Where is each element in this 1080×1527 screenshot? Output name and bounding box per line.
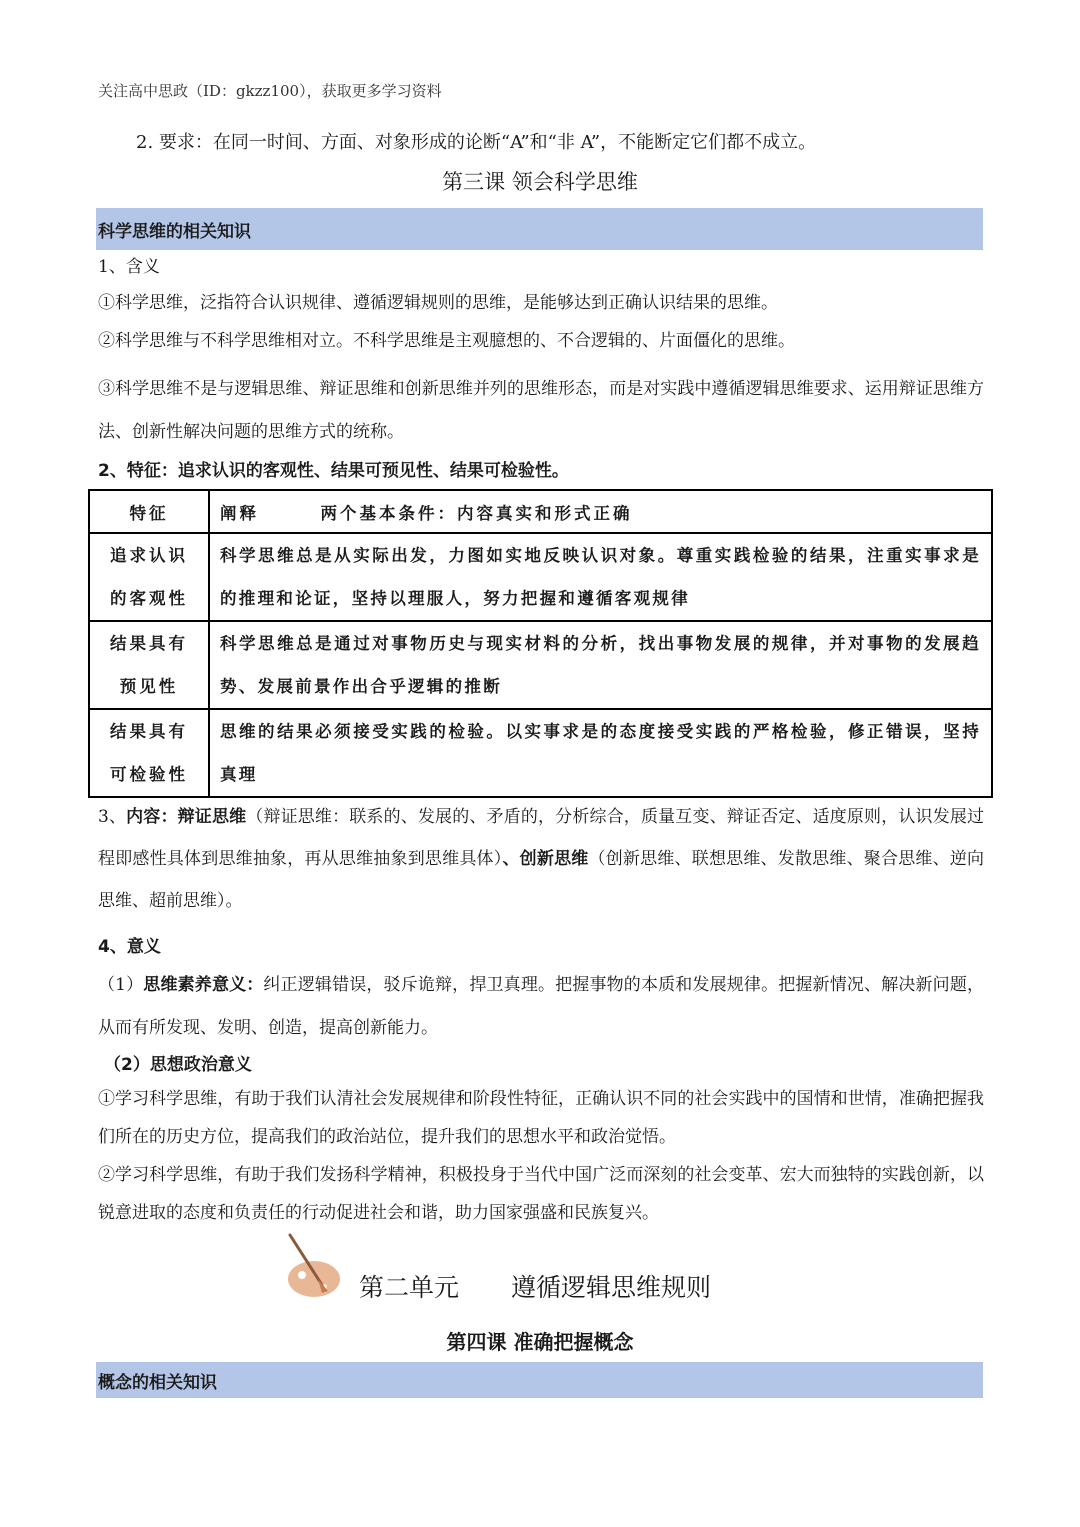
meaning-item-2: ②科学思维与不科学思维相对立。不科学思维是主观臆想的、不合逻辑的、片面僵化的思维。 [98, 331, 795, 351]
features-heading: 2、特征：追求认识的客观性、结果可预见性、结果可检验性。 [98, 461, 569, 481]
feature-name-line2: 的客观性 [110, 589, 188, 608]
header-note: 关注高中思政（ID：gkzz100），获取更多学习资料 [98, 82, 442, 100]
significance-2-item-1: ①学习科学思维，有助于我们认清社会发展规律和阶段性特征，正确认识不同的社会实践中的国情和世情，准确把握我们所在的历史方位，提高我们的政治站位，提升我们的思想水平和政治觉悟。 [98, 1089, 984, 1147]
header-cell-feature: 特征 [89, 490, 209, 533]
significance-2-item-2: ②学习科学思维，有助于我们发扬科学精神，积极投身于当代中国广泛而深刻的社会变革、宏大而独特的实践创新，以锐意进取的态度和负责任的行动促进社会和谐，助力国家强盛和民族复兴。 [98, 1165, 984, 1223]
significance-1 [98, 964, 984, 1050]
table-header-row [89, 490, 992, 533]
feature-desc-cell: 科学思维总是从实际出发，力图如实地反映认识对象。尊重实践检验的结果，注重实事求是的推理和论证，坚持以理服人，努力把握和遵循客观规律 [209, 533, 992, 621]
unit-title [359, 1268, 711, 1304]
feature-desc-cell: 思维的结果必须接受实践的检验。以实事求是的态度接受实践的严格检验，修正错误，坚持真理 [209, 709, 992, 797]
header-conditions: 两个基本条件：内容真实和形式正确 [320, 503, 633, 523]
feature-name-line1: 结果具有 [110, 722, 188, 741]
feature-name-cell [89, 533, 209, 621]
innovative-thinking-term: 创新思维 [519, 849, 589, 869]
sig1-prefix: （1） [98, 975, 144, 995]
feature-name-cell [89, 709, 209, 797]
header-cell-explanation [209, 490, 992, 533]
feature-name-cell [89, 621, 209, 709]
table-row [89, 621, 992, 709]
palette-icon [284, 1233, 344, 1303]
meaning-item-1: ①科学思维，泛指符合认识规律、遵循逻辑规则的思维，是能够达到正确认识结果的思维。 [98, 293, 778, 313]
content-prefix: 3、 [98, 807, 127, 827]
significance-heading: 4、意义 [98, 937, 161, 957]
content-paragraph [98, 796, 984, 922]
unit-name: 遵循逻辑思维规则 [511, 1273, 712, 1302]
dialectic-thinking-detail: （辩证思维：联系的、发展的、矛盾的，分析综合，质量互变、辩证否定、适度原则，认识发展过程即感性具体到思维抽象，再从思维抽象到思维具体） [98, 807, 985, 869]
section-band-science-thinking: 科学思维的相关知识 [96, 208, 983, 250]
feature-name-line1: 追求认识 [110, 546, 188, 565]
dialectic-thinking-term: 辩证思维 [177, 807, 247, 827]
header-explain-label: 阐释 [220, 503, 259, 523]
features-table [88, 489, 993, 798]
section-band-concept: 概念的相关知识 [96, 1362, 983, 1398]
meaning-item-3: ③科学思维不是与逻辑思维、辩证思维和创新思维并列的思维形态，而是对实践中遵循逻辑思维要求、运用辩证思维方法、创新性解决问题的思维方式的统称。 [98, 379, 984, 442]
table-row [89, 709, 992, 797]
table-row [89, 533, 992, 621]
unit-number: 第二单元 [359, 1273, 460, 1302]
feature-name-line1: 结果具有 [110, 634, 188, 653]
content-label: 内容： [126, 807, 178, 827]
sig1-label: 思维素养意义： [143, 975, 264, 995]
feature-name-line2: 可检验性 [110, 765, 188, 784]
feature-name-line2: 预见性 [119, 677, 179, 696]
lesson4-title: 第四课 准确把握概念 [446, 1330, 634, 1354]
significance-2-heading: （2）思想政治意义 [104, 1055, 252, 1075]
meaning-heading: 1、含义 [98, 257, 160, 277]
feature-desc-cell: 科学思维总是通过对事物历史与现实材料的分析，找出事物发展的规律，并对事物的发展趋势、发展前景作出合乎逻辑的推断 [209, 621, 992, 709]
content-separator: 、 [502, 849, 520, 869]
lesson3-title: 第三课 领会科学思维 [442, 170, 638, 194]
requirement-line: 2. 要求：在同一时间、方面、对象形成的论断“A”和“非 A”，不能断定它们都不成立。 [136, 132, 817, 153]
innovative-thinking-detail: （创新思维、联想思维、发散思维、聚合思维、逆向思维、超前思维）。 [98, 849, 985, 911]
sig1-text: 纠正逻辑错误，驳斥诡辩，捍卫真理。把握事物的本质和发展规律。把握新情况、解决新问题，从而有所发现、发明、创造，提高创新能力。 [98, 975, 984, 1038]
